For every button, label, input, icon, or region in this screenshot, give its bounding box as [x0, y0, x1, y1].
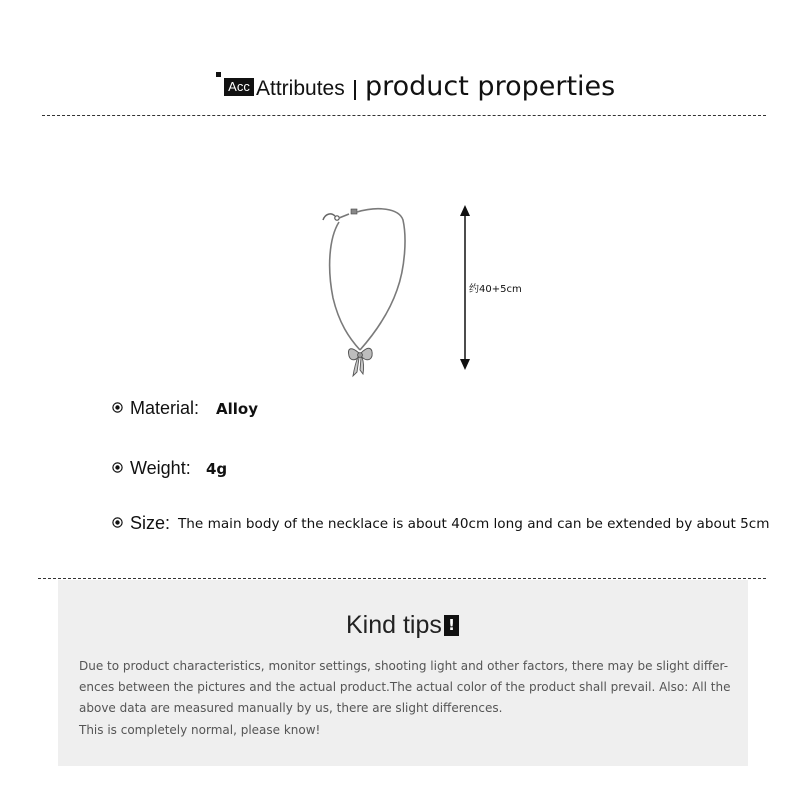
header-dot-icon — [216, 72, 221, 77]
page-title: product properties — [365, 71, 616, 102]
length-label: 约40+5cm — [469, 284, 522, 295]
weight-value: 4g — [206, 460, 228, 478]
dashed-divider-top — [42, 115, 766, 116]
material-value: Alloy — [216, 400, 258, 418]
dashed-divider-bottom — [38, 578, 766, 579]
tips-text-line: ences between the pictures and the actual product.The actual color of the product shall prevail. Also: All the — [79, 680, 731, 694]
tips-text-line: This is completely normal, please know! — [79, 723, 321, 737]
weight-label: Weight: — [130, 458, 191, 478]
material-label: Material: — [130, 398, 200, 418]
size-label: Size: — [130, 513, 171, 533]
bullet-icon — [112, 462, 123, 473]
header-divider — [354, 80, 356, 100]
header-attributes-label: Attributes — [256, 77, 345, 100]
tips-text-line: above data are measured manually by us, there are slight differences. — [79, 701, 503, 715]
necklace-image — [315, 198, 430, 378]
bullet-icon — [112, 517, 123, 528]
header-badge: Acc — [224, 78, 254, 96]
exclamation-icon: ! — [444, 615, 459, 636]
tips-text-line: Due to product characteristics, monitor settings, shooting light and other factors, there may be slight differ- — [79, 659, 729, 673]
kind-tips-title: Kind tips — [346, 611, 442, 639]
bullet-icon — [112, 402, 123, 413]
size-value: The main body of the necklace is about 40cm long and can be extended by about 5cm — [178, 516, 770, 532]
